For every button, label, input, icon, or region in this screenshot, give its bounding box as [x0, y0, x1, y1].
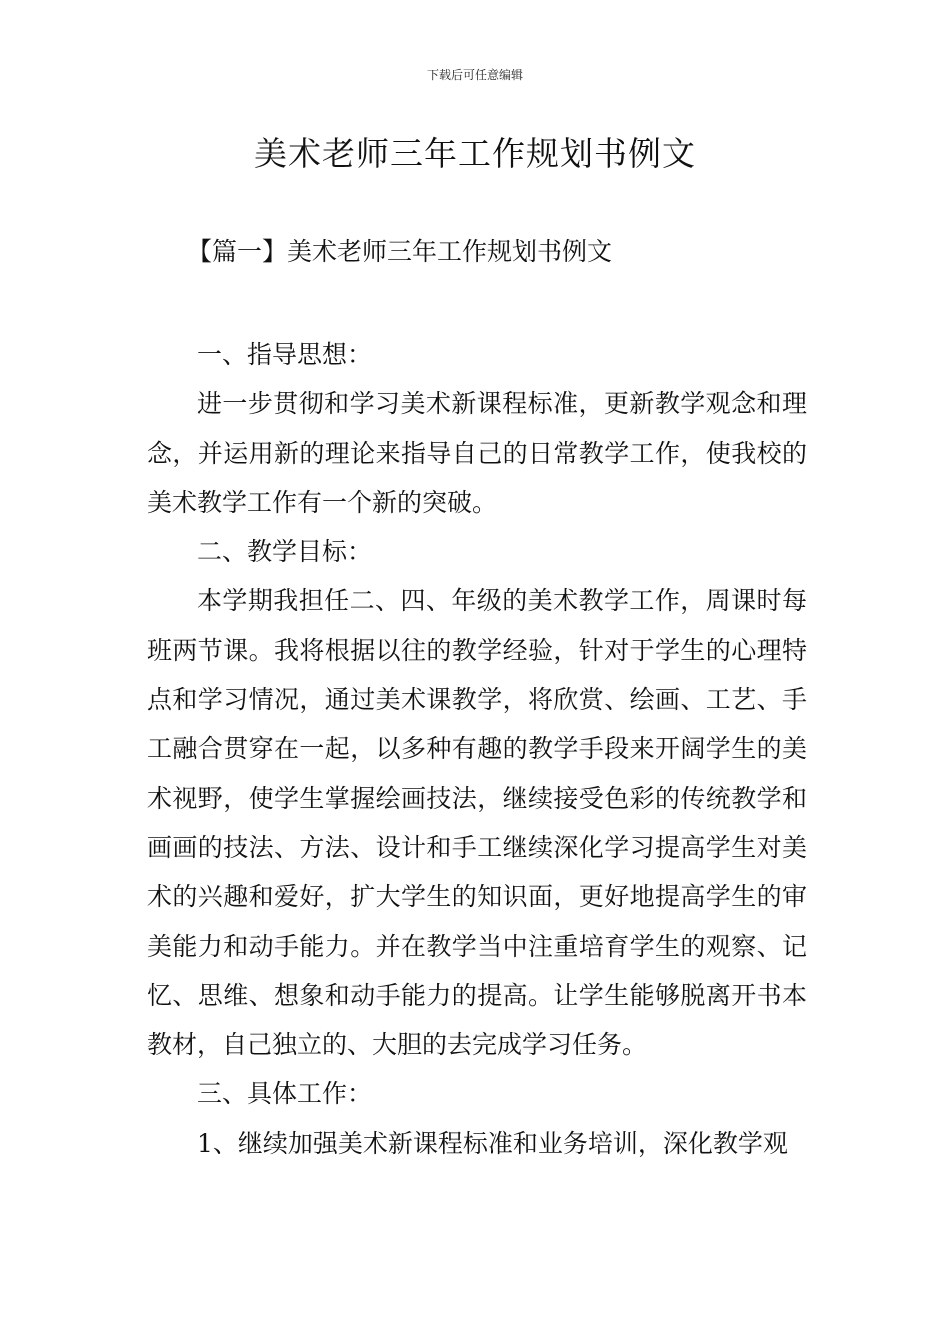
section-heading-teaching-goals: 二、教学目标：	[197, 537, 373, 567]
document-title: 美术老师三年工作规划书例文	[254, 134, 696, 173]
header-note: 下载后可任意编辑	[426, 68, 523, 82]
document-subtitle: 【篇一】美术老师三年工作规划书例文	[187, 237, 613, 266]
section-heading-specific-work: 三、具体工作：	[197, 1079, 373, 1109]
paragraph-specific-work-item-1: 1、继续加强美术新课程标准和业务培训，深化教学观	[197, 1128, 788, 1158]
paragraph-teaching-goals: 本学期我担任二、四、年级的美术教学工作，周课时每班两节课。我将根据以往的教学经验，针对于学生的心理特点和学习情况，通过美术课教学，将欣赏、绘画、工艺、手工融合贯穿在一起，以多种有趣的教学手段来开阔学生的美术视野，使学生掌握绘画技法，继续接受色彩的传统教学和画画的技法、方法、设计和手工继续深化学习提高学生对美术的兴趣和爱好，扩大学生的知识面，更好地提高学生的审美能力和动手能力。并在教学当中注重培育学生的观察、记忆、思维、想象和动手能力的提高。让学生能够脱离开书本教材，自己独立的、大胆的去完成学习任务。	[147, 586, 807, 1060]
paragraph-guiding-ideology: 进一步贯彻和学习美术新课程标准，更新教学观念和理念，并运用新的理论来指导自己的日常教学工作，使我校的美术教学工作有一个新的突破。	[147, 389, 807, 517]
document-body	[147, 330, 807, 1168]
section-heading-guiding-ideology: 一、指导思想：	[197, 340, 373, 369]
